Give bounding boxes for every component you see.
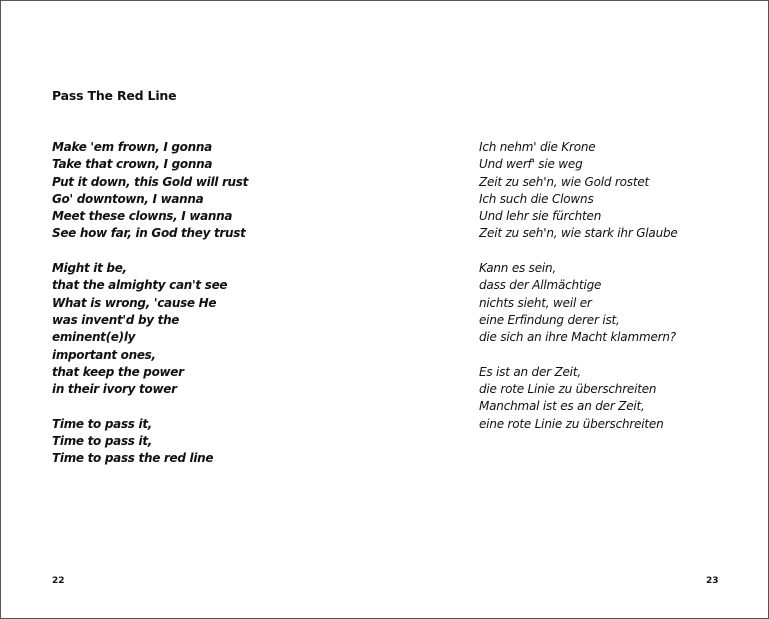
page-number-right: 23 [706,576,719,586]
lyric-line: Und werf' sie weg [479,157,583,172]
lyric-line: Ich such die Clowns [479,191,594,206]
lyric-line: Meet these clowns, I wanna [52,209,233,224]
poem-title: Pass The Red Line [52,88,177,103]
lyric-line: eine rote Linie zu überschreiten [479,416,664,431]
lyric-line: important ones, [52,347,156,362]
lyric-line: Time to pass the red line [52,451,214,466]
lyric-line: that keep the power [52,364,184,379]
lyric-line: What is wrong, 'cause He [52,295,217,310]
english-stanza-2 [52,260,248,398]
german-stanza-3 [479,364,678,433]
lyric-line: Es ist an der Zeit, [479,364,581,379]
lyric-line: Kann es sein, [479,261,557,276]
lyric-line: in their ivory tower [52,382,177,397]
german-stanza-2 [479,260,678,346]
english-lyrics [52,139,248,485]
lyric-line: eine Erfindung derer ist, [479,312,620,327]
lyric-line: nichts sieht, weil er [479,295,592,310]
lyric-line: Go' downtown, I wanna [52,191,204,206]
lyric-line: Time to pass it, [52,416,153,431]
english-stanza-3 [52,416,248,468]
page-number-left: 22 [52,576,65,586]
lyric-line: dass der Allmächtige [479,278,602,293]
english-stanza-1 [52,139,248,243]
lyric-line: Zeit zu seh'n, wie Gold rostet [479,174,650,189]
lyric-line: See how far, in God they trust [52,226,246,241]
lyric-line: Zeit zu seh'n, wie stark ihr Glaube [479,226,678,241]
lyric-line: Manchmal ist es an der Zeit, [479,399,645,414]
lyric-line: Take that crown, I gonna [52,157,213,172]
lyric-line: die rote Linie zu überschreiten [479,382,657,397]
lyric-line: Make 'em frown, I gonna [52,140,212,154]
lyric-line: Time to pass it, [52,434,153,449]
lyric-line: Und lehr sie fürchten [479,209,602,224]
lyric-line: was invent'd by the [52,312,180,327]
german-stanza-1 [479,139,678,243]
lyric-line: Might it be, [52,261,127,276]
lyric-line: Put it down, this Gold will rust [52,174,249,189]
lyric-line: eminent(e)ly [52,330,136,345]
german-lyrics [479,139,678,450]
lyric-line: Ich nehm' die Krone [479,140,596,154]
lyric-line: that the almighty can't see [52,278,228,293]
lyric-line: die sich an ihre Macht klammern? [479,330,676,345]
